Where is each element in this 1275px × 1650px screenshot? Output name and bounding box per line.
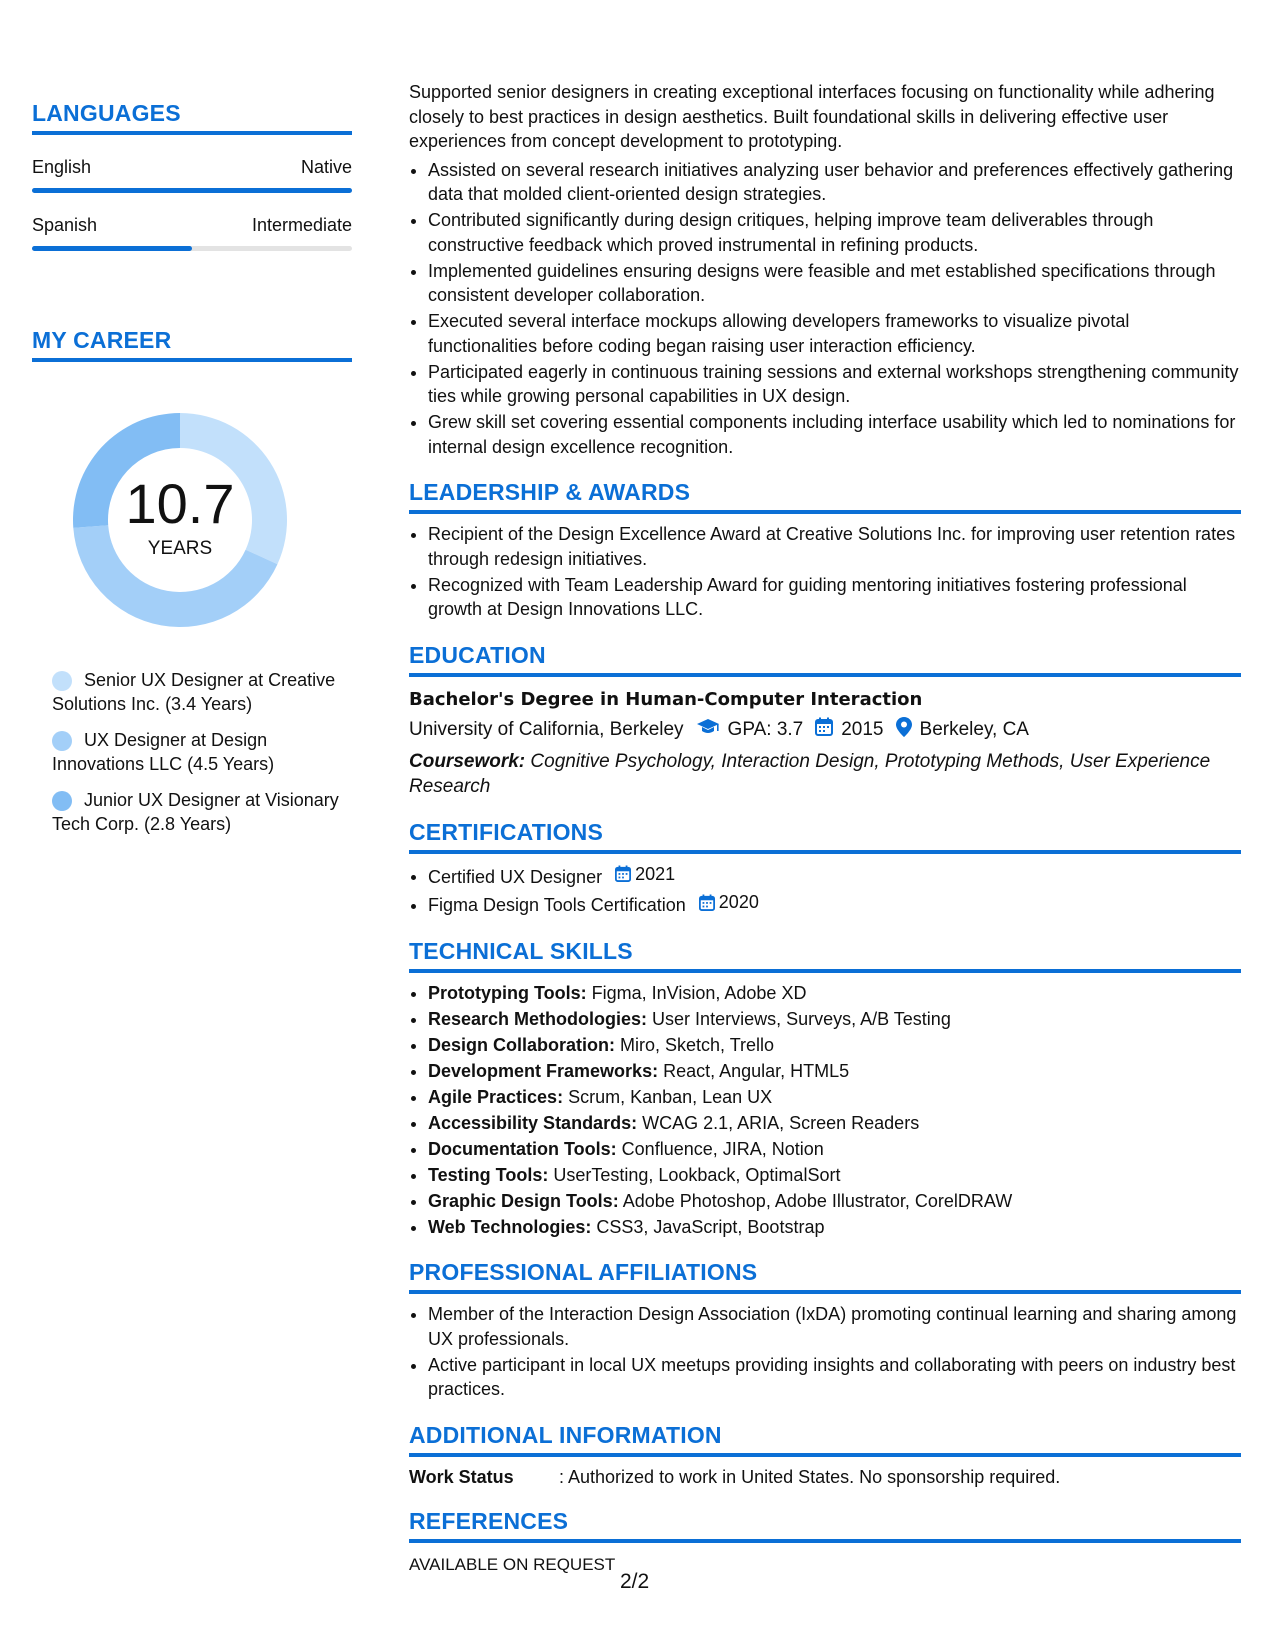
leadership-section (409, 479, 1241, 622)
education-gpa: GPA: 3.7 (727, 718, 804, 740)
calendar-icon (699, 894, 715, 911)
education-section (409, 642, 1241, 799)
list-item: • Contributed significantly during design critiques, helping improve team deliverables through constructive feedback which proved instrumental in refining products. (428, 208, 1241, 257)
career-unit: YEARS (147, 538, 213, 559)
skills-section (409, 938, 1241, 1240)
list-item: • Graphic Design Tools: Adobe Photoshop, Adobe Illustrator, CorelDRAW (428, 1189, 1241, 1214)
list-item: • Agile Practices: Scrum, Kanban, Lean UX (428, 1085, 1241, 1110)
education-title: EDUCATION (409, 642, 1241, 677)
experience-bullets (409, 158, 1241, 460)
language-bar-fill (32, 188, 352, 193)
list-item: • Figma Design Tools Certification 2020 (428, 890, 1241, 917)
info-value: : Authorized to work in United States. No sponsorship required. (559, 1466, 1061, 1487)
page-number: 2/2 (620, 1570, 650, 1593)
references-title: REFERENCES (409, 1508, 1241, 1543)
calendar-icon (815, 717, 833, 742)
legend-item: UX Designer at Design Innovations LLC (4.5 Years) (52, 730, 275, 774)
references-section (409, 1508, 1241, 1575)
affiliations-title: PROFESSIONAL AFFILIATIONS (409, 1259, 1241, 1294)
additional-title: ADDITIONAL INFORMATION (409, 1422, 1241, 1457)
list-item: • Assisted on several research initiatives analyzing user behavior and preferences effectively gathering data that molded client-oriented design strategies. (428, 158, 1241, 207)
language-bar (32, 188, 352, 193)
language-english (32, 157, 352, 193)
list-item: • Development Frameworks: React, Angular, HTML5 (428, 1059, 1241, 1084)
list-item: • Web Technologies: CSS3, JavaScript, Bootstrap (428, 1215, 1241, 1240)
education-coursework: Coursework: Cognitive Psychology, Interaction Design, Prototyping Methods, User Experience Research (409, 750, 1211, 797)
list-item: • Grew skill set covering essential components including interface usability which led to nominations for internal design excellence recognition. (428, 410, 1241, 459)
list-item: • Testing Tools: UserTesting, Lookback, OptimalSort (428, 1163, 1241, 1188)
education-location: Berkeley, CA (919, 718, 1029, 740)
list-item: • Research Methodologies: User Interviews, Surveys, A/B Testing (428, 1007, 1241, 1032)
calendar-icon (615, 865, 631, 882)
list-item: • Participated eagerly in continuous training sessions and external workshops strengthening community ties while growing personal capabilities in UX design. (428, 360, 1241, 409)
leadership-title: LEADERSHIP & AWARDS (409, 479, 1241, 514)
location-pin-icon (896, 717, 912, 743)
language-bar-fill (32, 246, 192, 251)
graduation-cap-icon (696, 718, 720, 742)
legend-item: Senior UX Designer at Creative Solutions Inc. (3.4 Years) (52, 670, 336, 714)
language-name: English (32, 157, 92, 177)
experience-summary: Supported senior designers in creating exceptional interfaces focusing on functionality while adhering closely to best practices in design aesthetics. Built foundational skills in delivering effective user experiences from concept development to prototyping. (409, 82, 1215, 151)
career-total: 10.7 (125, 472, 235, 535)
list-item: • Recognized with Team Leadership Award for guiding mentoring initiatives fostering professional growth at Design Innovations LLC. (428, 573, 1241, 622)
list-item: • Recipient of the Design Excellence Award at Creative Solutions Inc. for improving user retention rates through redesign initiatives. (428, 522, 1241, 571)
list-item: • Member of the Interaction Design Association (IxDA) promoting continual learning and sharing among UX professionals. (428, 1302, 1241, 1351)
education-degree: Bachelor's Degree in Human-Computer Interaction (409, 688, 923, 710)
language-bar (32, 246, 352, 251)
career-legend (52, 668, 342, 836)
language-name: Spanish (32, 215, 98, 235)
references-text: AVAILABLE ON REQUEST (409, 1554, 616, 1574)
list-item: • Accessibility Standards: WCAG 2.1, ARIA, Screen Readers (428, 1111, 1241, 1136)
languages-title: LANGUAGES (32, 100, 352, 135)
left-column (32, 100, 352, 848)
legend-dot (52, 671, 72, 691)
right-column (409, 80, 1241, 1575)
list-item: • Executed several interface mockups allowing developers frameworks to visualize pivotal functionalities before coding began raising user interaction efficiency. (428, 309, 1241, 358)
legend-dot (52, 731, 72, 751)
list-item: • Documentation Tools: Confluence, JIRA, Notion (428, 1137, 1241, 1162)
language-spanish (32, 215, 352, 251)
certifications-title: CERTIFICATIONS (409, 819, 1241, 854)
skills-title: TECHNICAL SKILLS (409, 938, 1241, 973)
education-school: University of California, Berkeley (409, 718, 684, 740)
list-item: • Certified UX Designer 2021 (428, 862, 1241, 889)
list-item: • Active participant in local UX meetups providing insights and collaborating with peers on industry best practices. (428, 1353, 1241, 1402)
list-item: • Design Collaboration: Miro, Sketch, Trello (428, 1033, 1241, 1058)
additional-section (409, 1422, 1241, 1488)
legend-dot (52, 791, 72, 811)
list-item: • Prototyping Tools: Figma, InVision, Adobe XD (428, 981, 1241, 1006)
education-year: 2015 (841, 718, 884, 740)
affiliations-section (409, 1259, 1241, 1402)
language-level: Native (300, 157, 352, 177)
language-level: Intermediate (251, 215, 352, 235)
career-title: MY CAREER (32, 327, 352, 362)
list-item: • Implemented guidelines ensuring designs were feasible and met established specifications through consistent developer collaboration. (428, 259, 1241, 308)
certifications-section (409, 819, 1241, 918)
info-key: Work Status (409, 1466, 514, 1487)
career-donut-chart (66, 406, 294, 634)
legend-item: Junior UX Designer at Visionary Tech Corp. (2.8 Years) (52, 790, 339, 834)
